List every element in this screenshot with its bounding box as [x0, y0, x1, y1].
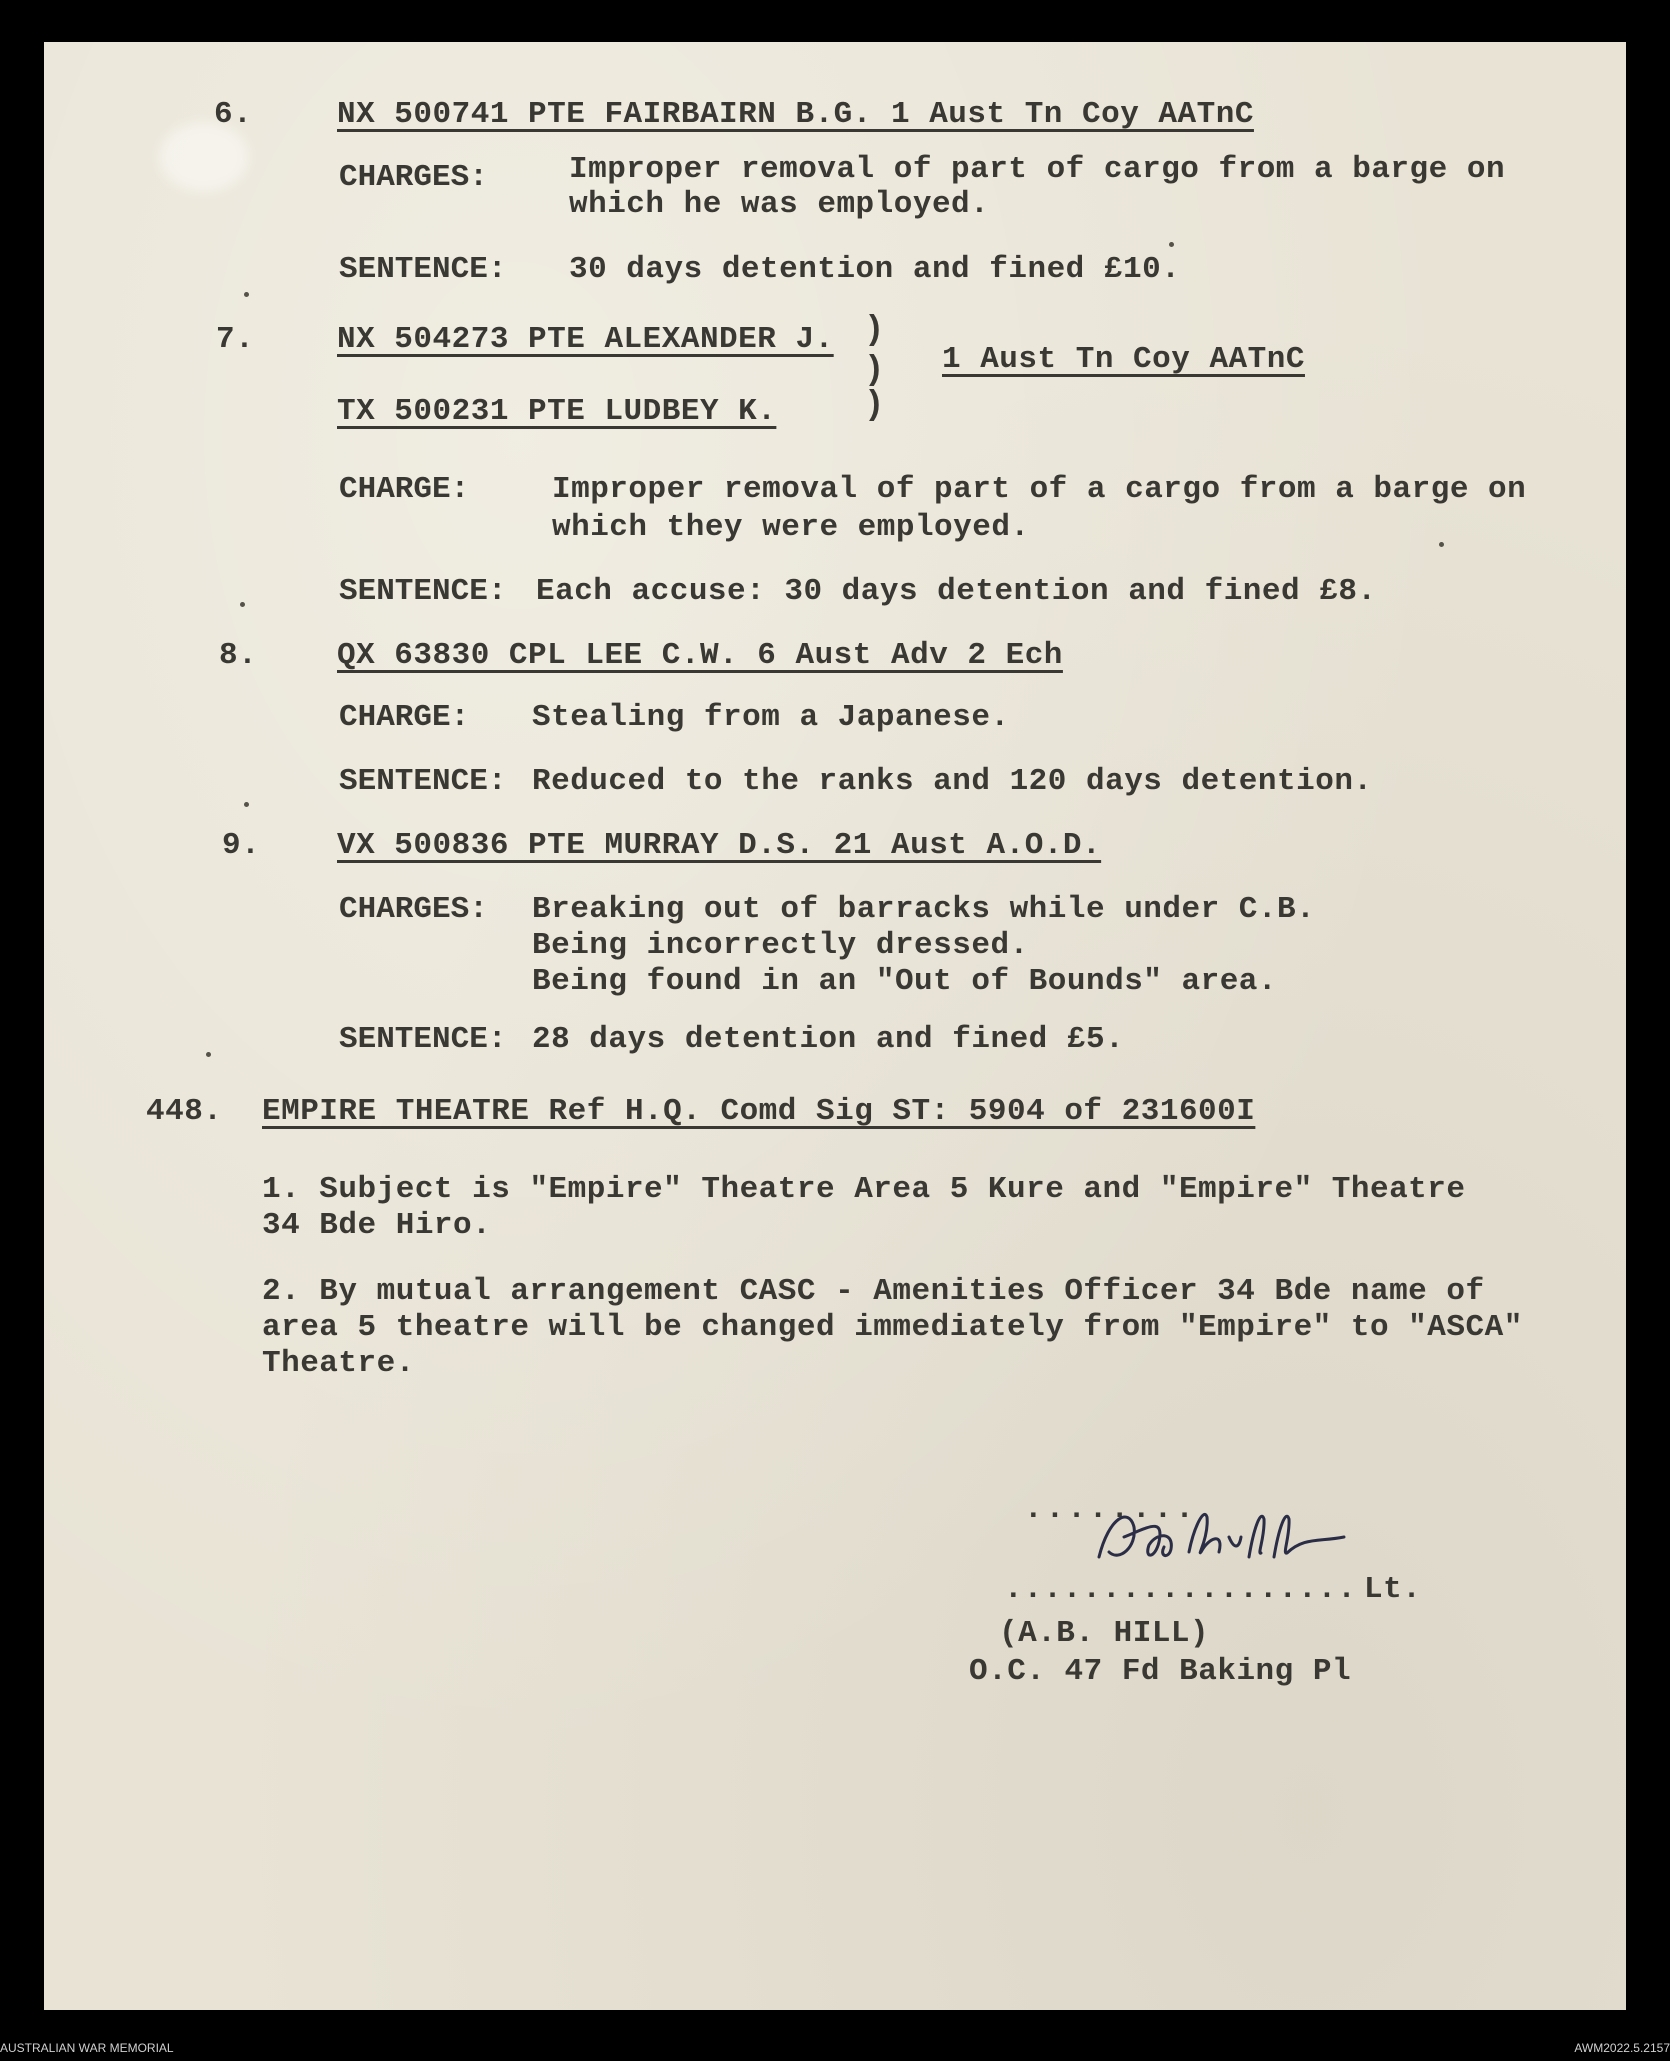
item-7-sentence: Each accuse: 30 days detention and fined £8.	[536, 574, 1377, 609]
item-6-sentence-label: SENTENCE:	[339, 252, 507, 287]
section-448-para-1-line-1: 1. Subject is "Empire" Theatre Area 5 Kure and "Empire" Theatre	[262, 1172, 1466, 1207]
item-8-number: 8.	[219, 638, 258, 673]
item-6-charge-line-1: Improper removal of part of cargo from a barge on	[569, 152, 1506, 187]
item-6-number: 6.	[214, 97, 253, 132]
item-9-charge-line-2: Being incorrectly dressed.	[532, 928, 1029, 963]
ink-speck	[244, 802, 249, 807]
bracket-mark: )	[864, 387, 885, 425]
item-8-sentence: Reduced to the ranks and 120 days detention.	[532, 764, 1373, 799]
item-7-accused-2: TX 500231 PTE LUDBEY K.	[337, 394, 777, 429]
item-7-charge-label: CHARGE:	[339, 472, 470, 507]
item-9-sentence-label: SENTENCE:	[339, 1022, 507, 1057]
section-448-para-1-line-2: 34 Bde Hiro.	[262, 1208, 492, 1243]
ink-speck	[1169, 242, 1174, 247]
item-9-header: VX 500836 PTE MURRAY D.S. 21 Aust A.O.D.	[337, 828, 1102, 863]
ink-speck	[206, 1052, 211, 1057]
item-7-charge-line-2: which they were employed.	[552, 510, 1030, 545]
signature-rank: Lt.	[1364, 1572, 1422, 1607]
item-9-number: 9.	[222, 828, 261, 863]
item-6-header: NX 500741 PTE FAIRBAIRN B.G. 1 Aust Tn Coy AATnC	[337, 97, 1254, 132]
item-9-charge-line-1: Breaking out of barracks while under C.B.	[532, 892, 1316, 927]
item-7-unit: 1 Aust Tn Coy AATnC	[942, 342, 1305, 377]
item-8-charge-label: CHARGE:	[339, 700, 470, 735]
ink-speck	[244, 292, 249, 297]
ink-speck	[240, 602, 245, 607]
section-448-title: EMPIRE THEATRE Ref H.Q. Comd Sig ST: 5904 of 231600I	[262, 1094, 1256, 1129]
bracket-mark: )	[864, 352, 885, 390]
item-7-accused-1: NX 504273 PTE ALEXANDER J.	[337, 322, 834, 357]
section-448-para-2-line-2: area 5 theatre will be changed immediately from "Empire" to "ASCA"	[262, 1310, 1523, 1345]
item-9-charge-line-3: Being found in an "Out of Bounds" area.	[532, 964, 1278, 999]
footer-accession-number: AWM2022.5.2157	[1574, 2041, 1670, 2055]
paper-stain	[159, 122, 249, 192]
item-6-sentence: 30 days detention and fined £10.	[569, 252, 1181, 287]
section-448-number: 448.	[146, 1094, 223, 1129]
bracket-mark: )	[864, 312, 885, 350]
signature-dots-line: ..................	[1004, 1572, 1357, 1607]
footer-archive-credit: AUSTRALIAN WAR MEMORIAL	[0, 2041, 174, 2055]
item-9-charge-label: CHARGES:	[339, 892, 488, 927]
document-page	[44, 42, 1626, 2010]
item-6-charge-line-2: which he was employed.	[569, 187, 990, 222]
section-448-para-2-line-3: Theatre.	[262, 1346, 415, 1381]
ink-speck	[1439, 542, 1444, 547]
item-7-number: 7.	[216, 322, 255, 357]
item-6-charge-label: CHARGES:	[339, 160, 488, 195]
item-8-sentence-label: SENTENCE:	[339, 764, 507, 799]
signatory-name: (A.B. HILL)	[999, 1616, 1210, 1651]
item-8-header: QX 63830 CPL LEE C.W. 6 Aust Adv 2 Ech	[337, 638, 1063, 673]
item-7-charge-line-1: Improper removal of part of a cargo from a barge on	[552, 472, 1527, 507]
item-9-sentence: 28 days detention and fined £5.	[532, 1022, 1125, 1057]
section-448-para-2-line-1: 2. By mutual arrangement CASC - Amenities Officer 34 Bde name of	[262, 1274, 1485, 1309]
signature-dots-top: ........	[1024, 1492, 1197, 1527]
item-8-charge: Stealing from a Japanese.	[532, 700, 1010, 735]
signatory-title: O.C. 47 Fd Baking Pl	[969, 1654, 1352, 1689]
item-7-sentence-label: SENTENCE:	[339, 574, 507, 609]
